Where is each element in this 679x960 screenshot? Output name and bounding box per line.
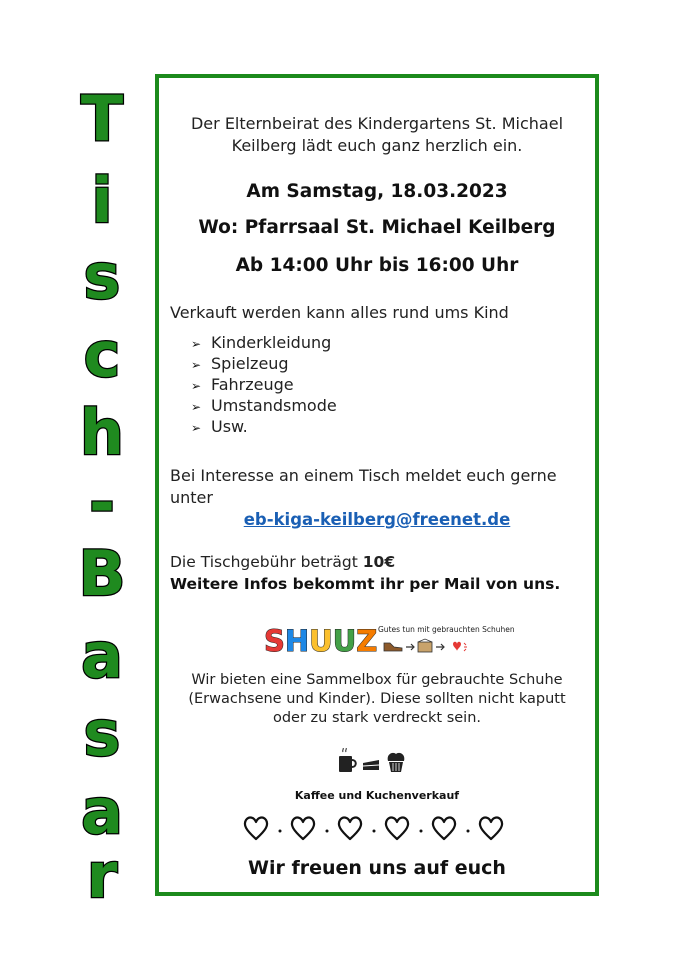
event-place: Wo: Pfarrsaal St. Michael Keilberg (198, 217, 556, 238)
collection-text (155, 671, 599, 728)
heart-icon (292, 818, 314, 839)
list-item-label: Spielzeug (211, 354, 289, 373)
shuuz-tagline: Gutes tun mit gebrauchten Schuhen (378, 625, 515, 634)
dot-separator (373, 830, 376, 833)
shuuz-letter: S (264, 624, 285, 658)
title-letter: - (89, 466, 115, 539)
intro-line: Der Elternbeirat des Kindergartens St. Michael (190, 114, 564, 133)
list-item (191, 353, 337, 374)
list-item-label: Umstandsmode (211, 396, 337, 415)
title-letter: c (83, 318, 121, 391)
hearts-row (240, 813, 510, 845)
title-letter: B (78, 537, 126, 610)
dot-separator (467, 830, 470, 833)
contact-text: Bei Interesse an einem Tisch meldet euch gerne unter (170, 466, 557, 507)
title-letter: r (86, 839, 118, 912)
more-info-text: Weitere Infos bekommt ihr per Mail von uns. (170, 575, 561, 593)
fee-text (170, 551, 395, 573)
heart-icon (245, 818, 267, 839)
title-letter: T (80, 82, 124, 155)
cupcake-icon (388, 753, 405, 772)
list-item (191, 416, 337, 437)
shuuz-logo (264, 624, 515, 660)
collection-line: (Erwachsene und Kinder). Diese sollten nicht kaputt (188, 691, 566, 707)
shuuz-letter: Z (356, 624, 378, 658)
cafe-label: Kaffee und Kuchenverkauf (294, 789, 460, 802)
heart-icon (480, 818, 502, 839)
email-link-wrap (155, 509, 599, 531)
sales-intro: Verkauft werden kann alles rund ums Kind (170, 303, 509, 322)
fee-amount: 10€ (362, 553, 396, 571)
intro-text (155, 113, 599, 157)
title-letter: a (81, 775, 123, 848)
heart-icon (453, 642, 467, 651)
cafe-icons (335, 748, 410, 776)
title-letter: a (81, 619, 123, 692)
heart-icon (433, 818, 455, 839)
list-item-label: Fahrzeuge (211, 375, 294, 394)
fee-prefix: Die Tischgebühr beträgt (170, 553, 363, 571)
title-letter: h (79, 396, 125, 469)
closing-text: Wir freuen uns auf euch (248, 857, 506, 879)
arrow-bullet-icon: ➢ (191, 421, 202, 435)
shoe-icon (384, 643, 402, 651)
arrow-bullet-icon: ➢ (191, 358, 202, 372)
cake-slice-icon (363, 760, 379, 770)
arrow-bullet-icon: ➢ (191, 400, 202, 414)
heart-icon (386, 818, 408, 839)
event-time: Ab 14:00 Uhr bis 16:00 Uhr (235, 255, 519, 276)
arrow-icon (436, 644, 444, 650)
shuuz-letter: H (284, 624, 310, 658)
sales-list (191, 332, 337, 437)
shuuz-process-icons (380, 637, 490, 655)
shuuz-letter: U (309, 624, 333, 658)
box-icon (418, 639, 432, 652)
title-letter: s (83, 697, 121, 770)
dot-separator (326, 830, 329, 833)
list-item-label: Usw. (211, 417, 248, 436)
list-item (191, 374, 337, 395)
list-item (191, 395, 337, 416)
heart-icon (339, 818, 361, 839)
intro-line: Keilberg lädt euch ganz herzlich ein. (231, 136, 523, 155)
collection-line: oder zu stark verdreckt sein. (272, 710, 481, 726)
email-link[interactable]: eb-kiga-keilberg@freenet.de (243, 510, 511, 529)
collection-line: Wir bieten eine Sammelbox für gebrauchte Schuhe (191, 672, 563, 688)
dot-separator (279, 830, 282, 833)
arrow-bullet-icon: ➢ (191, 379, 202, 393)
event-date: Am Samstag, 18.03.2023 (246, 181, 508, 202)
coffee-cup-icon (339, 748, 356, 772)
shuuz-wordmark (264, 624, 377, 658)
title-letter: i (91, 164, 113, 237)
shuuz-letter: U (332, 624, 357, 658)
arrow-bullet-icon: ➢ (191, 337, 202, 351)
list-item-label: Kinderkleidung (211, 333, 332, 352)
title-letter: s (83, 240, 121, 313)
list-item (191, 332, 337, 353)
arrow-icon (406, 644, 414, 650)
dot-separator (420, 830, 423, 833)
